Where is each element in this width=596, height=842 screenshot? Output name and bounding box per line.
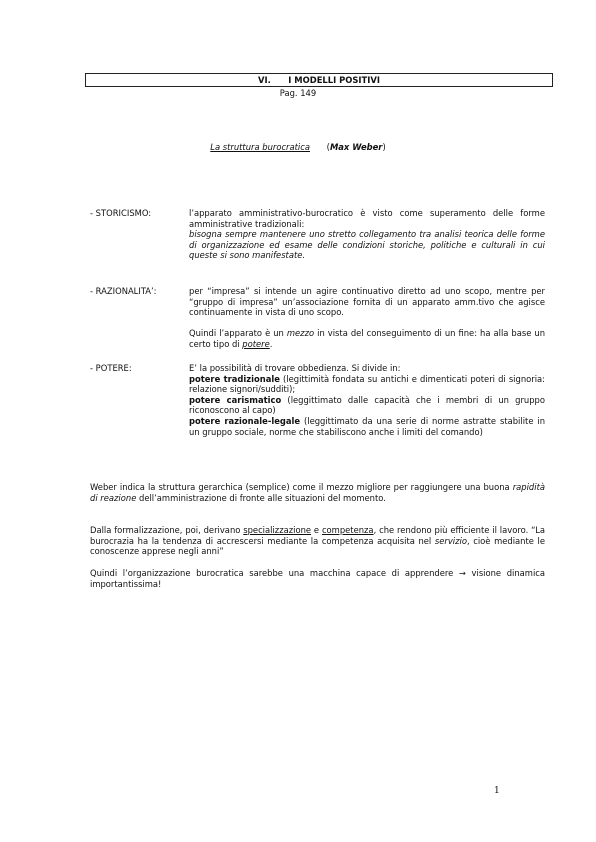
- page-reference: Pag. 149: [279, 88, 317, 98]
- paragraph-weber-hierarchy: Weber indica la struttura gerarchica (semplice) come il mezzo migliore per raggiungere una buona rapidità di reazione dell’amministrazione di fronte alle situazioni del momento.: [90, 482, 545, 503]
- label-razionalita: - RAZIONALITA’:: [90, 286, 157, 296]
- subtitle-author: Max Weber: [329, 142, 383, 152]
- paragraph-conclusion: Quindi l’organizzazione burocratica sarebbe una macchina capace di apprendere → visione dinamica importantissima!: [90, 568, 546, 589]
- storicismo-text: [189, 208, 545, 261]
- chapter-header-box: [85, 73, 553, 87]
- razionalita-text: [189, 286, 545, 350]
- razionalita-para-2: Quindi l’apparato è un mezzo in vista del conseguimento di un fine: ha alla base un certo tipo di potere.: [189, 328, 546, 349]
- potere-type-charismatic: potere carismatico (leggittimato dalle capacità che i membri di un gruppo riconoscono al capo): [189, 394, 545, 416]
- potere-word: potere: [242, 338, 270, 349]
- subtitle-topic: La struttura burocratica: [210, 142, 310, 152]
- potere-type-traditional: potere tradizionale (legittimità fondata su antichi e dimenticati poteri di signoria: relazione signori/sudditi);: [189, 373, 545, 395]
- storicismo-line-1: l’apparato amministrativo-burocratico è visto come superamento delle forme amministrative tradizionali:: [189, 208, 545, 229]
- potere-intro: E’ la possibilità di trovare obbedienza. Si divide in:: [189, 363, 401, 373]
- storicismo-line-2: bisogna sempre mantenere uno stretto collegamento tra analisi teorica delle forme di organizzazione ed esame delle condizioni storiche, politiche e culturali in cui queste si sono manifestate.: [189, 229, 545, 261]
- arrow-icon: →: [458, 568, 466, 578]
- razionalita-para-1: per “impresa” si intende un agire continuativo diretto ad uno scopo, mentre per “gruppo di impresa” un’associazione fornita di un apparato amm.tivo che agisce continuamente in vista di uno scopo.: [189, 286, 545, 318]
- potere-type-rational-legal: potere razionale-legale (leggittimato da una serie di norme astratte stabilite in un gruppo sociale, norme che stabiliscono anche i limiti del comando): [189, 415, 546, 437]
- label-potere: - POTERE:: [90, 363, 132, 373]
- section-subtitle: La struttura burocratica (Max Weber): [210, 142, 386, 152]
- page-number: 1: [494, 786, 500, 796]
- mezzo-word: mezzo: [286, 328, 315, 339]
- potere-text: [189, 363, 545, 437]
- paragraph-formalization: Dalla formalizzazione, poi, derivano specializzazione e competenza, che rendono più efficiente il lavoro. “La burocrazia ha la tendenza di accrescersi mediante la competenza acquisita nel servizio, cioè mediante le conoscenze apprese negli anni”: [90, 525, 545, 557]
- label-storicismo: - STORICISMO:: [90, 208, 152, 218]
- chapter-title: VI. I MODELLI POSITIVI: [258, 75, 380, 85]
